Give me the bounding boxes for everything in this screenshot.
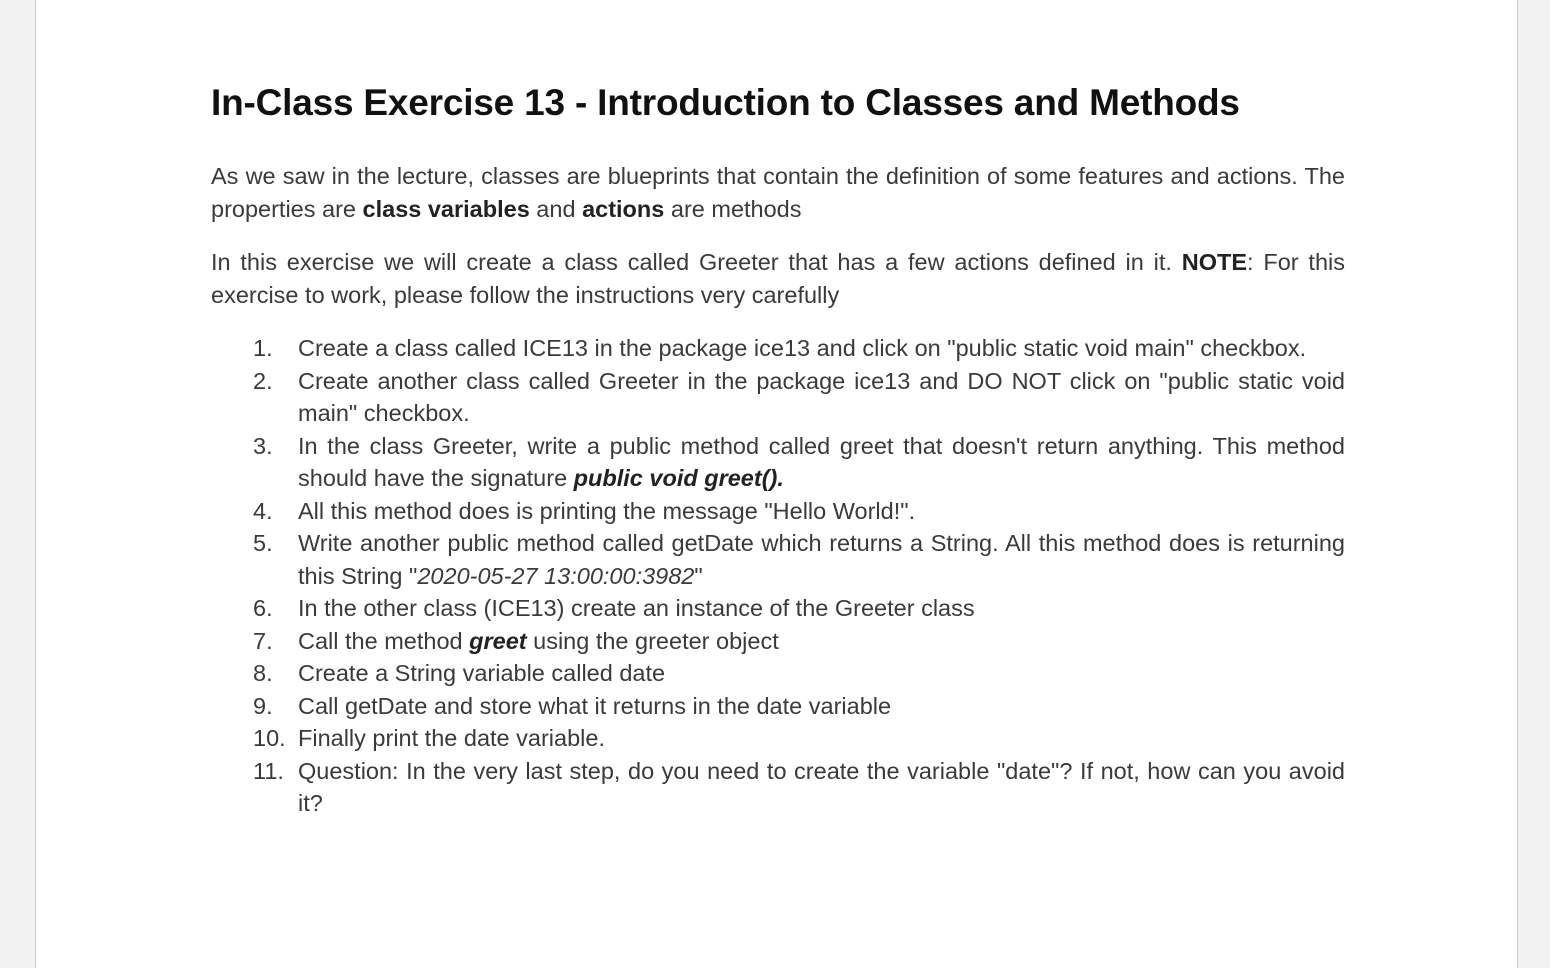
step-text-end: " bbox=[694, 562, 703, 589]
intro-text-1: As we saw in the lecture, classes are blueprints that contain the definition of some features and actions. The properties are bbox=[211, 163, 1345, 222]
step-text: In the class Greeter, write a public method called greet that doesn't return anything. This method should have the signature bbox=[298, 432, 1345, 491]
step-text: In the other class (ICE13) create an instance of the Greeter class bbox=[298, 595, 975, 621]
note-label: NOTE bbox=[1181, 249, 1248, 275]
step-text: Call getDate and store what it returns in the date variable bbox=[298, 692, 892, 719]
step-item bbox=[253, 625, 1345, 658]
step-text-end: using the greeter object bbox=[526, 627, 779, 654]
greet-method-name: greet bbox=[469, 627, 527, 654]
step-item bbox=[253, 592, 1345, 625]
step-item bbox=[253, 755, 1345, 820]
method-signature: public void greet(). bbox=[573, 465, 784, 491]
document-title: In-Class Exercise 13 - Introduction to Classes and Methods bbox=[211, 82, 1240, 123]
step-text: Question: In the very last step, do you need to create the variable "date"? If not, how can you avoid it? bbox=[298, 757, 1345, 816]
step-number: 7. bbox=[253, 627, 273, 654]
step-number: 6. bbox=[253, 595, 273, 621]
exercise-text-1: In this exercise we will create a class called Greeter that has a few actions defined in it. bbox=[211, 249, 1182, 275]
step-number: 10. bbox=[253, 725, 286, 751]
intro-paragraph bbox=[211, 160, 1345, 225]
intro-bold-class-variables: class variables bbox=[362, 195, 530, 222]
step-text: Write another public method called getDate which returns a String. All this method does is returning this String " bbox=[298, 530, 1345, 589]
step-item bbox=[253, 495, 1345, 528]
step-number: 11. bbox=[253, 757, 284, 784]
document-page bbox=[35, 0, 1518, 968]
step-number: 3. bbox=[253, 432, 273, 459]
step-item bbox=[253, 527, 1345, 592]
step-item bbox=[253, 332, 1345, 365]
step-item bbox=[253, 430, 1345, 495]
intro-text-2: and bbox=[529, 195, 583, 222]
step-text: Create a String variable called date bbox=[298, 660, 666, 686]
step-item bbox=[253, 690, 1345, 723]
exercise-paragraph bbox=[211, 246, 1345, 311]
step-item bbox=[253, 365, 1345, 430]
step-item bbox=[253, 722, 1345, 755]
step-number: 5. bbox=[253, 530, 273, 556]
step-number: 1. bbox=[253, 335, 273, 361]
exercise-text-2: : For this exercise to work, please follow the instructions very carefully bbox=[211, 249, 1345, 308]
step-number: 4. bbox=[253, 497, 273, 524]
steps-list bbox=[211, 332, 1345, 820]
step-item bbox=[253, 657, 1345, 690]
document-content bbox=[211, 80, 1345, 820]
step-number: 2. bbox=[253, 367, 273, 394]
step-text: Create another class called Greeter in the package ice13 and DO NOT click on "public static void main" checkbox. bbox=[298, 367, 1345, 426]
intro-text-3: are methods bbox=[664, 195, 802, 222]
step-number: 9. bbox=[253, 692, 273, 719]
intro-bold-actions: actions bbox=[582, 195, 665, 222]
step-text: All this method does is printing the message "Hello World!". bbox=[298, 497, 916, 524]
step-text: Finally print the date variable. bbox=[298, 725, 605, 751]
date-string: 2020-05-27 13:00:00:3982 bbox=[417, 562, 695, 589]
step-text: Call the method bbox=[298, 627, 470, 654]
step-number: 8. bbox=[253, 660, 273, 686]
step-text: Create a class called ICE13 in the package ice13 and click on "public static void main" checkbox. bbox=[298, 335, 1307, 361]
